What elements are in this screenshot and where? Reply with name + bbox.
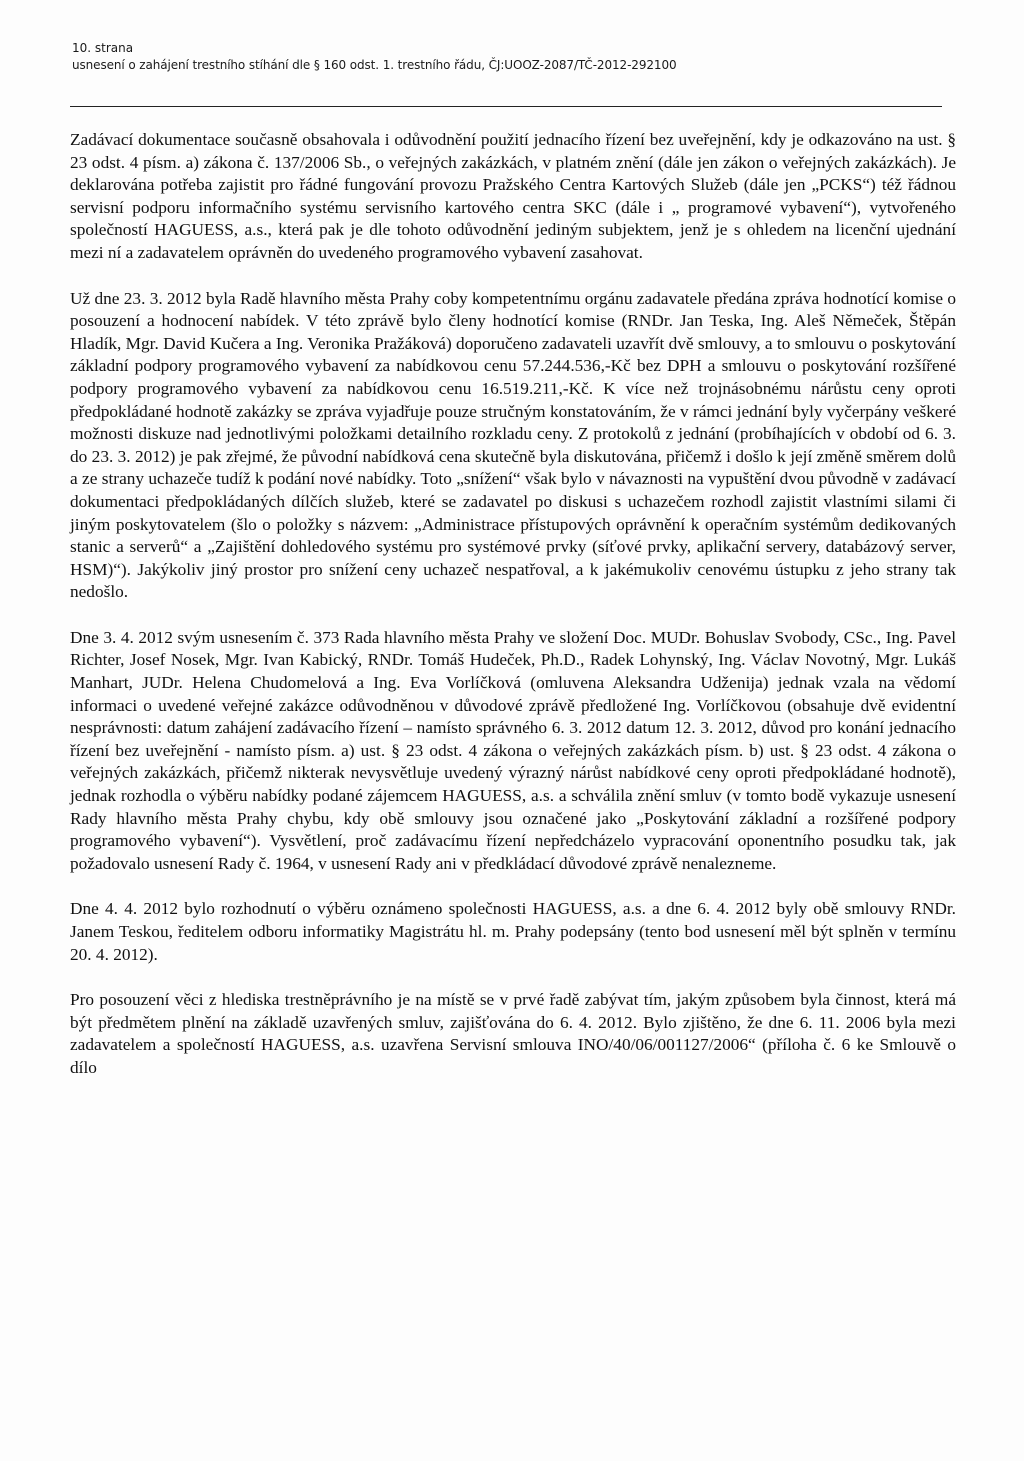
paragraph: Už dne 23. 3. 2012 byla Radě hlavního města Prahy coby kompetentnímu orgánu zadavatele předána zpráva hodnotící komise o posouzení a hodnocení nabídek. V této zprávě bylo členy hodnotící komise (RNDr. Jan Teska, Ing. Aleš Němeček, Štěpán Hladík, Mgr. David Kučera a Ing. Veronika Pražáková) doporučeno zadavateli uzavřít dvě smlouvy, a to smlouvu o poskytování základní podpory programového vybavení za nabídkovou cenu 57.244.536,-Kč bez DPH a smlouvu o poskytování rozšířené podpory programového vybavení za nabídkovou cenu 16.519.211,-Kč. K více než trojnásobnému nárůstu ceny oproti předpokládané hodnotě zakázky se zpráva vyjadřuje pouze stručným konstatováním, že v rámci jednání byly vyčerpány veškeré možnosti diskuze nad jednotlivými položkami detailního rozkladu ceny. Z protokolů z jednání (probíhajících v období od 6. 3. do 23. 3. 2012) je pak zřejmé, že původní nabídková cena skutečně byla diskutována, přičemž i došlo k její změně směrem dolů a ze strany uchazeče tudíž k podání nové nabídky. Toto „snížení“ však bylo v návaznosti na vypuštění dvou původně v zadávací dokumentaci předpokládaných dílčích služeb, které se zadavatel po diskusi s uchazečem rozhodl zajistit vlastními silami či jiným poskytovatelem (šlo o položky s názvem: „Administrace přístupových oprávnění k operačním systémům dedikovaných stanic a serverů“ a „Zajištění dohledového systému pro systémové prvky (síťové prvky, aplikační servery, databázový server, HSM)“). Jakýkoliv jiný prostor pro snížení ceny uchazeč nespatřoval, a k jakémukoliv cenovému ústupku z jeho strany tak nedošlo. [70,288,956,602]
paragraph: Dne 4. 4. 2012 bylo rozhodnutí o výběru oznámeno společnosti HAGUESS, a.s. a dne 6. 4. 2012 byly obě smlouvy RNDr. Janem Teskou, ředitelem odboru informatiky Magistrátu hl. m. Prahy podepsány (tento bod usnesení měl být splněn v termínu 20. 4. 2012). [70,899,956,964]
document-reference: usnesení o zahájení trestního stíhání dle § 160 odst. 1. trestního řádu, ČJ:UOOZ-2087/TČ-2012-292100 [72,58,677,72]
page-header [72,40,952,74]
paragraph: Pro posouzení věci z hlediska trestněprávního je na místě se v prvé řadě zabývat tím, jakým způsobem byla činnost, která má být předmětem plnění na základě uzavřených smluv, zajišťována do 6. 4. 2012. Bylo zjištěno, že dne 6. 11. 2006 byla mezi zadavatelem a společností HAGUESS, a.s. uzavřena Servisní smlouva INO/40/06/001127/2006“ (příloha č. 6 ke Smlouvě o dílo [70,990,956,1077]
header-divider [70,106,942,107]
page-number: 10. strana [72,41,134,55]
paragraph: Zadávací dokumentace současně obsahovala i odůvodnění použití jednacího řízení bez uveřejnění, kdy je odkazováno na ust. § 23 odst. 4 písm. a) zákona č. 137/2006 Sb., o veřejných zakázkách, v platném znění (dále jen zákon o veřejných zakázkách). Je deklarována potřeba zajistit pro řádné fungování provozu Pražského Centra Kartových Služeb (dále jen „PCKS“) též řádnou servisní podporu informačního systému servisního kartového centra SKC (dále i „ programové vybavení“), vytvořeného společností HAGUESS, a.s., která pak je dle tohoto odůvodnění jediným subjektem, jenž je s ohledem na licenční ujednání mezi ní a zadavatelem oprávněn do uvedeného programového vybavení zasahovat. [70,130,956,262]
document-body [70,129,956,1103]
paragraph: Dne 3. 4. 2012 svým usnesením č. 373 Rada hlavního města Prahy ve složení Doc. MUDr. Bohuslav Svobody, CSc., Ing. Pavel Richter, Josef Nosek, Mgr. Ivan Kabický, RNDr. Tomáš Hudeček, Ph.D., Radek Lohynský, Ing. Václav Novotný, Mgr. Lukáš Manhart, JUDr. Helena Chudomelová a Ing. Eva Vorlíčková (omluvena Aleksandra Udženija) jednak vzala na vědomí informaci o uvedené veřejné zakázce odůvodněnou v důvodové zprávě předložené Ing. Vorlíčkovou (obsahuje dvě evidentní nesprávnosti: datum zahájení zadávacího řízení – namísto správného 6. 3. 2012 datum 12. 3. 2012, důvod pro konání jednacího řízení bez uveřejnění - namísto písm. a) ust. § 23 odst. 4 zákona o veřejných zakázkách písm. b) ust. § 23 odst. 4 zákona o veřejných zakázkách, přičemž nikterak nevysvětluje uvedený výrazný nárůst nabídkové ceny oproti předpokládané hodnotě), jednak rozhodla o výběru nabídky podané zájemcem HAGUESS, a.s. a schválila znění smluv (v tomto bodě vykazuje usnesení Rady hlavního města Prahy chybu, kdy obě smlouvy jsou označené jako „Poskytování základní a rozšířené podpory programového vybavení“). Vysvětlení, proč zadávacímu řízení nepředcházelo vypracování oponentního posudku tak, jak požadovalo usnesení Rady č. 1964, v usnesení Rady ani v předkládací důvodové zprávě nenalezneme. [70,627,956,873]
